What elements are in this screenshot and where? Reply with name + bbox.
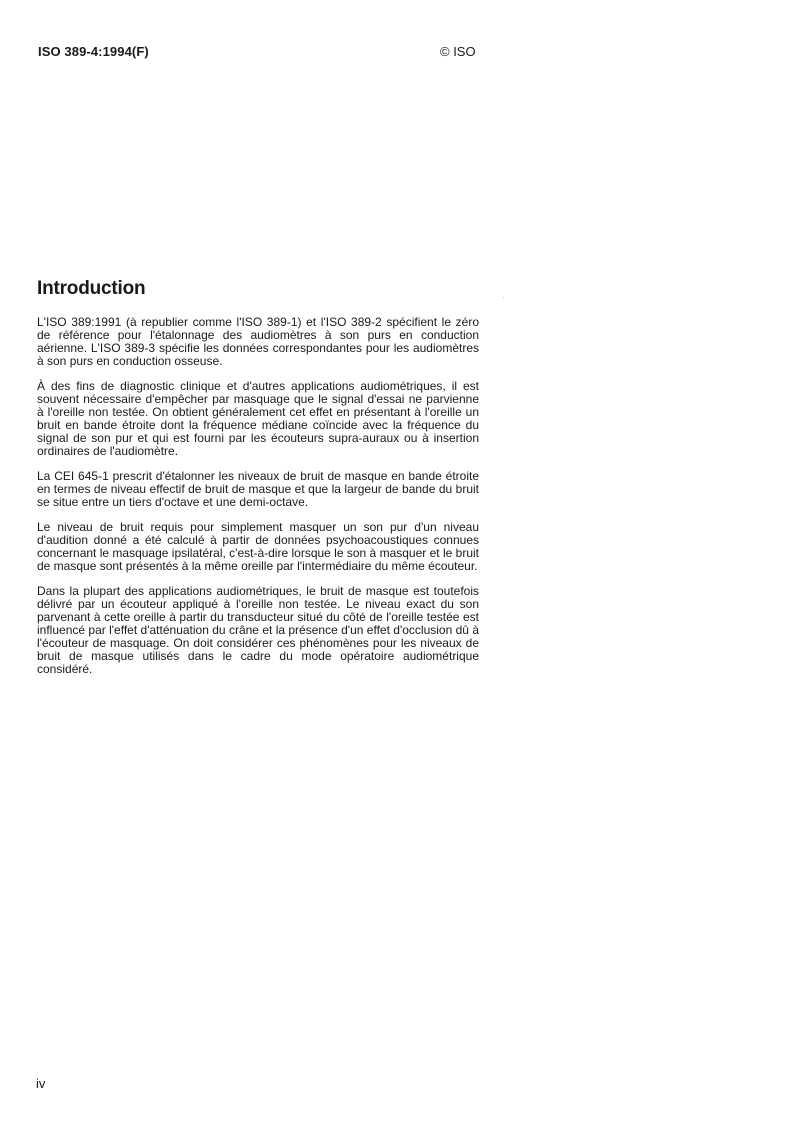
copyright-notice: © ISO <box>440 44 476 59</box>
paragraph-5: Dans la plupart des applications audiométriques, le bruit de masque est toutefois délivré par un écouteur appliqué à l'oreille non testée. Le niveau exact du son parvenant à cette oreille à partir du transducteur situé du côté de l'oreille testée est influencé par l'effet d'atténuation du crâne et la présence d'un effet d'occlusion dû à l'écouteur de masquage. On doit considérer ces phénomènes pour les niveaux de bruit de masque utilisés dans le cadre du mode opératoire audiométrique considéré. <box>37 584 479 676</box>
introduction-body <box>37 316 479 688</box>
paragraph-4: Le niveau de bruit requis pour simplement masquer un son pur d'un niveau d'audition donné a été calculé à partir de données psychoacoustiques connues concernant le masquage ipsilatéral, c'est-à-dire lorsque le son à masquer et le bruit de masque sont présentés à la même oreille par l'intermédiaire du même écouteur. <box>37 520 479 573</box>
page-number: iv <box>36 1076 46 1091</box>
paragraph-2: À des fins de diagnostic clinique et d'autres applications audiométriques, il est souvent nécessaire d'empêcher par masquage que le signal d'essai ne parvienne à l'oreille non testée. On obtient généralement cet effet en présentant à l'oreille un bruit en bande étroite dont la fréquence médiane coïncide avec la fréquence du signal de son pur et qui est fourni par les écouteurs supra-auraux ou à insertion ordinaires de l'audiomètre. <box>37 379 479 458</box>
paragraph-3: La CEI 645-1 prescrit d'étalonner les niveaux de bruit de masque en bande étroite en termes de niveau effectif de bruit de masque et que la largeur de bande du bruit se situe entre un tiers d'octave et une demi-octave. <box>37 469 479 509</box>
section-title: Introduction <box>37 278 146 299</box>
paragraph-1: L'ISO 389:1991 (à republier comme l'ISO 389-1) et l'ISO 389-2 spécifient le zéro de référence pour l'étalonnage des audiomètres à son purs en conduction aérienne. L'ISO 389-3 spécifie les données correspondantes pour les audiomètres à son purs en conduction osseuse. <box>37 315 479 368</box>
scan-speck <box>503 297 504 298</box>
standard-reference: ISO 389-4:1994(F) <box>38 44 149 59</box>
